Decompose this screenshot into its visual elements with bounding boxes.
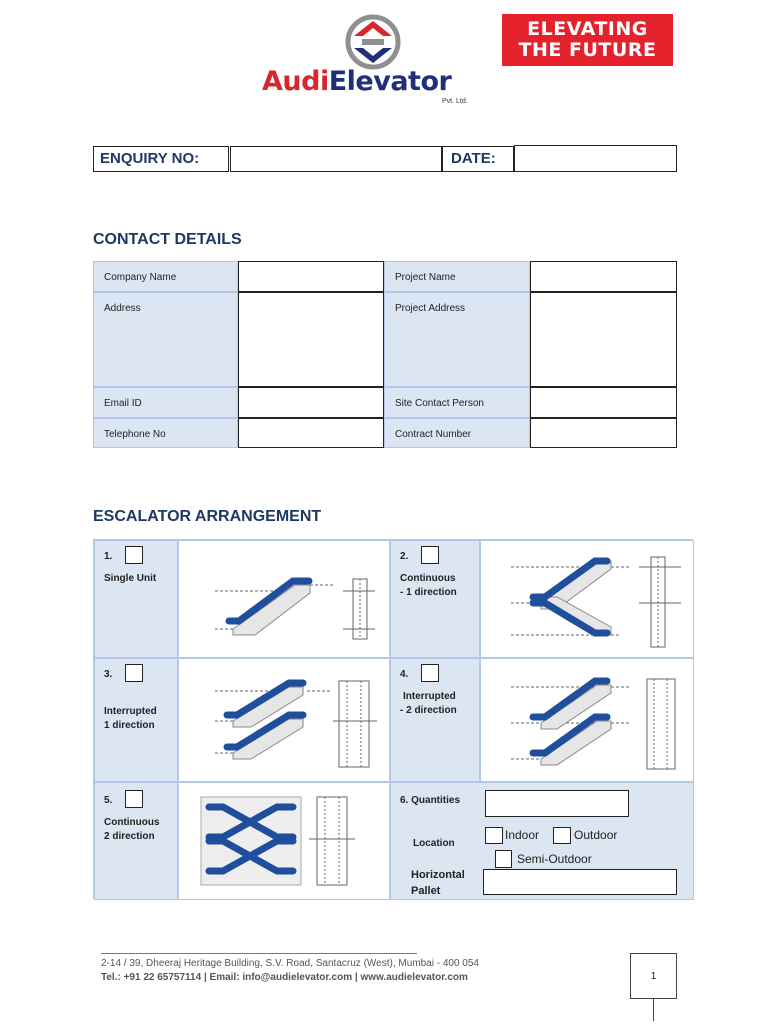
company-name-label: Company Name (93, 261, 238, 292)
brand-suffix: Pvt. Ltd. (442, 98, 468, 105)
site-contact-person-label: Site Contact Person (384, 387, 530, 418)
footer-divider (101, 953, 417, 954)
option-1-diagram-cell (178, 540, 390, 658)
option-5-cell (94, 782, 178, 900)
brand-wordmark (262, 66, 451, 97)
brand-audi: Audi (262, 66, 329, 97)
footer-contact: Tel.: +91 22 65757114 | Email: info@audielevator.com | www.audielevator.com (101, 972, 468, 983)
project-name-field[interactable] (530, 261, 677, 292)
site-contact-person-field[interactable] (530, 387, 677, 418)
outdoor-checkbox[interactable] (553, 827, 571, 844)
option-2-number: 2. (400, 551, 409, 562)
interrupted-1-direction-diagram (215, 677, 387, 773)
option-2-diagram-cell (480, 540, 694, 658)
option-2-cell (390, 540, 480, 658)
option-1-label: Single Unit (104, 573, 157, 584)
tagline-line-1: ELEVATING (527, 18, 648, 40)
page-number-tick (653, 999, 654, 1021)
semi-outdoor-checkbox[interactable] (495, 850, 512, 868)
email-id-label: Email ID (93, 387, 238, 418)
quantities-location-cell (390, 782, 694, 900)
option-5-number: 5. (104, 795, 113, 806)
option-3-diagram-cell (178, 658, 390, 782)
brand-elevator: Elevator (328, 66, 452, 97)
option-3-checkbox[interactable] (125, 664, 143, 682)
option-5-label-line-1: Continuous (104, 817, 160, 828)
quantities-field[interactable] (485, 790, 629, 817)
indoor-label: Indoor (505, 828, 540, 842)
option-2-label-line-1: Continuous (400, 573, 456, 584)
option-2-label-line-2: - 1 direction (400, 587, 457, 598)
option-4-number: 4. (400, 669, 409, 680)
contract-number-field[interactable] (530, 418, 677, 448)
option-5-diagram-cell (178, 782, 390, 900)
tagline-banner (502, 14, 673, 66)
option-1-number: 1. (104, 551, 113, 562)
option-1-checkbox[interactable] (125, 546, 143, 564)
company-logo (262, 14, 488, 105)
contact-details-table (93, 261, 677, 448)
address-field[interactable] (238, 292, 384, 387)
address-label: Address (93, 292, 238, 387)
telephone-no-label: Telephone No (93, 418, 238, 448)
date-field[interactable] (514, 145, 677, 172)
option-5-label-line-2: 2 direction (104, 831, 155, 842)
telephone-no-field[interactable] (238, 418, 384, 448)
project-address-field[interactable] (530, 292, 677, 387)
semi-outdoor-label: Semi-Outdoor (517, 852, 592, 866)
option-3-cell (94, 658, 178, 782)
indoor-checkbox[interactable] (485, 827, 503, 844)
company-name-field[interactable] (238, 261, 384, 292)
single-unit-diagram (215, 571, 385, 643)
project-name-label: Project Name (384, 261, 530, 292)
contract-number-label: Contract Number (384, 418, 530, 448)
email-id-field[interactable] (238, 387, 384, 418)
option-4-diagram-cell (480, 658, 694, 782)
option-4-label-line-2: - 2 direction (400, 705, 457, 716)
location-label: Location (413, 838, 455, 849)
option-2-checkbox[interactable] (421, 546, 439, 564)
option-3-label-line-2: 1 direction (104, 720, 155, 731)
option-4-cell (390, 658, 480, 782)
date-label: DATE: (442, 146, 514, 172)
escalator-arrangement-table (93, 539, 693, 899)
option-3-label-line-1: Interrupted (104, 706, 157, 717)
continuous-2-direction-diagram (199, 793, 379, 893)
enquiry-no-field[interactable] (230, 146, 442, 172)
footer-address: 2-14 / 39, Dheeraj Heritage Building, S.V. Road, Santacruz (West), Mumbai - 400 054 (101, 958, 479, 969)
horizontal-pallet-field[interactable] (483, 869, 677, 895)
option-4-checkbox[interactable] (421, 664, 439, 682)
option-1-cell (94, 540, 178, 658)
horizontal-pallet-label-line-2: Pallet (411, 885, 441, 897)
enquiry-no-label: ENQUIRY NO: (93, 146, 229, 172)
horizontal-pallet-label-line-1: Horizontal (411, 869, 465, 881)
contact-details-heading: CONTACT DETAILS (93, 231, 242, 248)
page-number: 1 (630, 953, 677, 999)
interrupted-2-direction-diagram (511, 675, 691, 775)
option-4-label-line-1: Interrupted (403, 691, 456, 702)
escalator-arrangement-heading: ESCALATOR ARRANGEMENT (93, 508, 322, 525)
option-5-checkbox[interactable] (125, 790, 143, 808)
continuous-1-direction-diagram (511, 553, 691, 653)
tagline-line-2: THE FUTURE (518, 39, 657, 61)
project-address-label: Project Address (384, 292, 530, 387)
logo-emblem-icon (340, 14, 406, 70)
outdoor-label: Outdoor (574, 828, 618, 842)
option-3-number: 3. (104, 669, 113, 680)
quantities-label: 6. Quantities (400, 795, 461, 806)
